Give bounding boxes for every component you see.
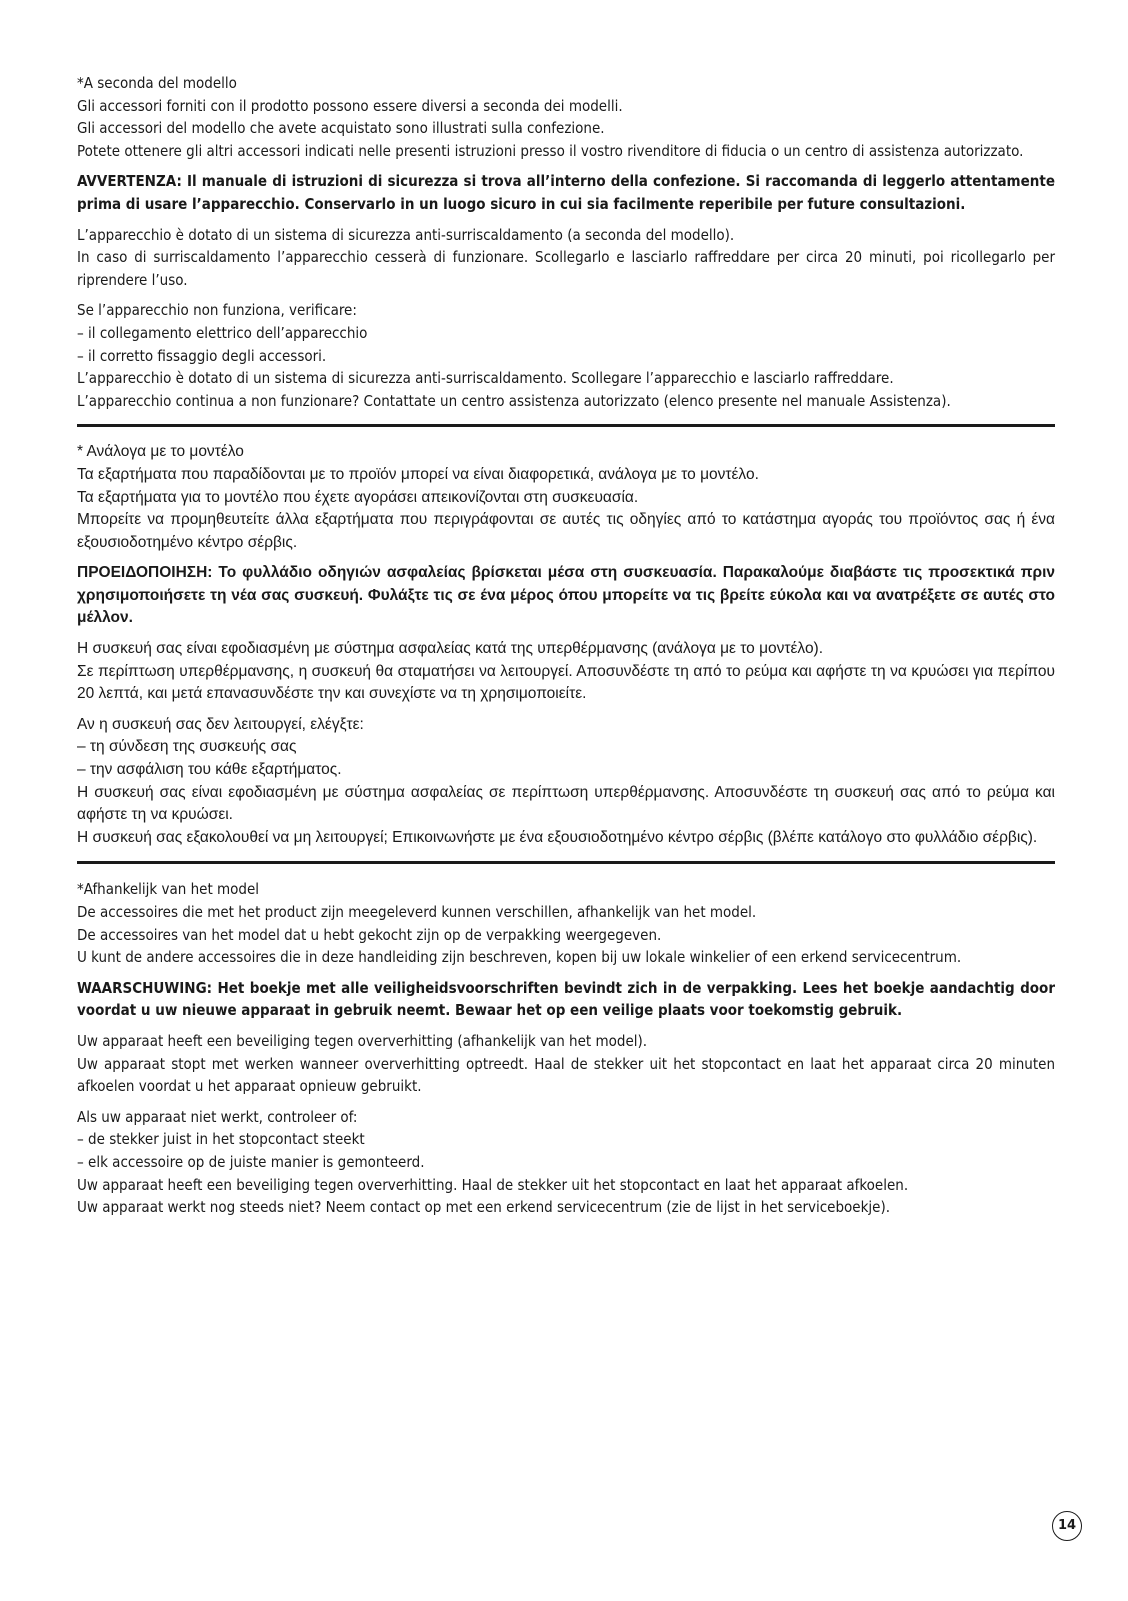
- section-divider: [77, 861, 1055, 864]
- accessories-line: Τα εξαρτήματα για το μοντέλο που έχετε αγοράσει απεικονίζονται στη συσκευασία.: [77, 488, 639, 506]
- section-italian: [77, 72, 1055, 412]
- safety-warning: AVVERTENZA: Il manuale di istruzioni di sicurezza si trova all’interno della confezione. Si raccomanda di leggerlo attentamente prima di usare l’apparecchio. Conservarlo in un luogo sicuro in cui sia facilmente reperibile per future consultazioni.: [77, 172, 1055, 213]
- check-line: L’apparecchio è dotato di un sistema di sicurezza anti-surriscaldamento. Scollegare l’apparecchio e lasciarlo raffreddare.: [77, 369, 894, 388]
- section-greek: [77, 441, 1055, 849]
- accessories-line: De accessoires van het model dat u hebt gekocht zijn op de verpakking weergegeven.: [77, 925, 662, 944]
- overheat-info: [77, 638, 1055, 706]
- overheat-line: In caso di surriscaldamento l’apparecchio cesserà di funzionare. Scollegarlo e lasciarlo raffreddare per circa 20 minuti, poi ricollegarlo per riprendere l’uso.: [77, 248, 1055, 289]
- section-divider: [77, 424, 1055, 427]
- accessories-line: Τα εξαρτήματα που παραδίδονται με το προϊόν μπορεί να είναι διαφορετικά, ανάλογα με το μοντέλο.: [77, 465, 759, 483]
- overheat-line: Uw apparaat stopt met werken wanneer oververhitting optreedt. Haal de stekker uit het stopcontact en laat het apparaat circa 20 minuten afkoelen voordat u het apparaat opnieuw gebruikt.: [77, 1054, 1055, 1096]
- accessories-line: Gli accessori forniti con il prodotto possono essere diversi a seconda dei modelli.: [77, 96, 623, 115]
- model-note: *Afhankelijk van het model: [77, 880, 260, 899]
- check-line: – elk accessoire op de juiste manier is gemonteerd.: [77, 1152, 425, 1171]
- check-line: – de stekker juist in het stopcontact steekt: [77, 1130, 365, 1149]
- check-line: Η συσκευή σας είναι εφοδιασμένη με σύστημα ασφαλείας σε περίπτωση υπερθέρμανσης. Αποσυνδέστε τη συσκευή σας από το ρεύμα και αφήστε τη να κρυώσει.: [77, 783, 1055, 824]
- safety-warning: ΠΡΟΕΙΔΟΠΟΙΗΣΗ: Το φυλλάδιο οδηγιών ασφαλείας βρίσκεται μέσα στη συσκευασία. Παρακαλούμε διαβάστε τις προσεκτικά πριν χρησιμοποιήσετε τη νέα σας συσκευή. Φυλάξτε τις σε ένα μέρος όπου μπορείτε να τις βρείτε εύκολα και να ανατρέξετε σε αυτές στο μέλλον.: [77, 564, 1055, 627]
- accessories-line: Μπορείτε να προμηθευτείτε άλλα εξαρτήματα που περιγράφονται σε αυτές τις οδηγίες από το κατάστημα αγοράς του προϊόντος σας ή ένα εξουσιοδοτημένο κέντρο σέρβις.: [77, 511, 1055, 551]
- accessories-line: De accessoires die met het product zijn meegeleverd kunnen verschillen, afhankelijk van het model.: [77, 903, 757, 921]
- section-dutch: [77, 878, 1055, 1218]
- check-line: L’apparecchio continua a non funzionare? Contattate un centro assistenza autorizzato (elenco presente nel manuale Assistenza).: [77, 391, 951, 410]
- overheat-info: [77, 1030, 1055, 1098]
- check-line: – il collegamento elettrico dell’apparecchio: [77, 323, 368, 342]
- troubleshooting: [77, 299, 1055, 412]
- page-number: 14: [1052, 1511, 1082, 1541]
- troubleshooting: [77, 1106, 1055, 1219]
- check-line: Uw apparaat werkt nog steeds niet? Neem contact op met een erkend servicecentrum (zie de lijst in het serviceboekje).: [77, 1198, 891, 1217]
- overheat-line: Σε περίπτωση υπερθέρμανσης, η συσκευή θα σταματήσει να λειτουργεί. Αποσυνδέστε τη από το ρεύμα και αφήστε τη να κρυώσει για περίπου 20 λεπτά, και μετά επανασυνδέστε την και συνεχίστε να τη χρησιμοποιείτε.: [77, 662, 1055, 703]
- accessories-info: [77, 441, 1055, 554]
- check-line: – τη σύνδεση της συσκευής σας: [77, 738, 297, 756]
- check-line: Η συσκευή σας εξακολουθεί να μη λειτουργεί; Επικοινωνήστε με ένα εξουσιοδοτημένο κέντρο σέρβις (βλέπε κατάλογο στο φυλλάδιο σέρβις).: [77, 828, 1038, 846]
- manual-page: [77, 72, 1055, 1227]
- accessories-line: Gli accessori del modello che avete acquistato sono illustrati sulla confezione.: [77, 119, 605, 138]
- accessories-line: Potete ottenere gli altri accessori indicati nelle presenti istruzioni presso il vostro rivenditore di fiducia o un centro di assistenza autorizzato.: [77, 141, 1024, 160]
- troubleshooting: [77, 714, 1055, 850]
- model-note: *A seconda del modello: [77, 74, 237, 92]
- model-note: * Ανάλογα με το μοντέλο: [77, 443, 244, 461]
- check-line: Se l’apparecchio non funziona, verificare:: [77, 301, 357, 320]
- safety-warning: WAARSCHUWING: Het boekje met alle veiligheidsvoorschriften bevindt zich in de verpakking. Lees het boekje aandachtig door voordat u uw nieuwe apparaat in gebruik neemt. Bewaar het op een veilige plaats voor toekomstig gebruik.: [77, 978, 1055, 1020]
- check-line: Uw apparaat heeft een beveiliging tegen oververhitting. Haal de stekker uit het stopcontact en laat het apparaat afkoelen.: [77, 1175, 909, 1194]
- overheat-line: L’apparecchio è dotato di un sistema di sicurezza anti-surriscaldamento (a seconda del modello).: [77, 225, 735, 244]
- check-line: Als uw apparaat niet werkt, controleer of:: [77, 1107, 358, 1126]
- overheat-line: Uw apparaat heeft een beveiliging tegen oververhitting (afhankelijk van het model).: [77, 1031, 648, 1050]
- check-line: – την ασφάλιση του κάθε εξαρτήματος.: [77, 761, 342, 779]
- check-line: – il corretto fissaggio degli accessori.: [77, 346, 327, 365]
- accessories-info: [77, 878, 1055, 968]
- overheat-info: [77, 224, 1055, 292]
- accessories-line: U kunt de andere accessoires die in deze handleiding zijn beschreven, kopen bij uw lokale winkelier of een erkend servicecentrum.: [77, 948, 962, 967]
- check-line: Αν η συσκευή σας δεν λειτουργεί, ελέγξτε:: [77, 715, 364, 733]
- accessories-info: [77, 72, 1055, 162]
- overheat-line: Η συσκευή σας είναι εφοδιασμένη με σύστημα ασφαλείας κατά της υπερθέρμανσης (ανάλογα με το μοντέλο).: [77, 640, 824, 658]
